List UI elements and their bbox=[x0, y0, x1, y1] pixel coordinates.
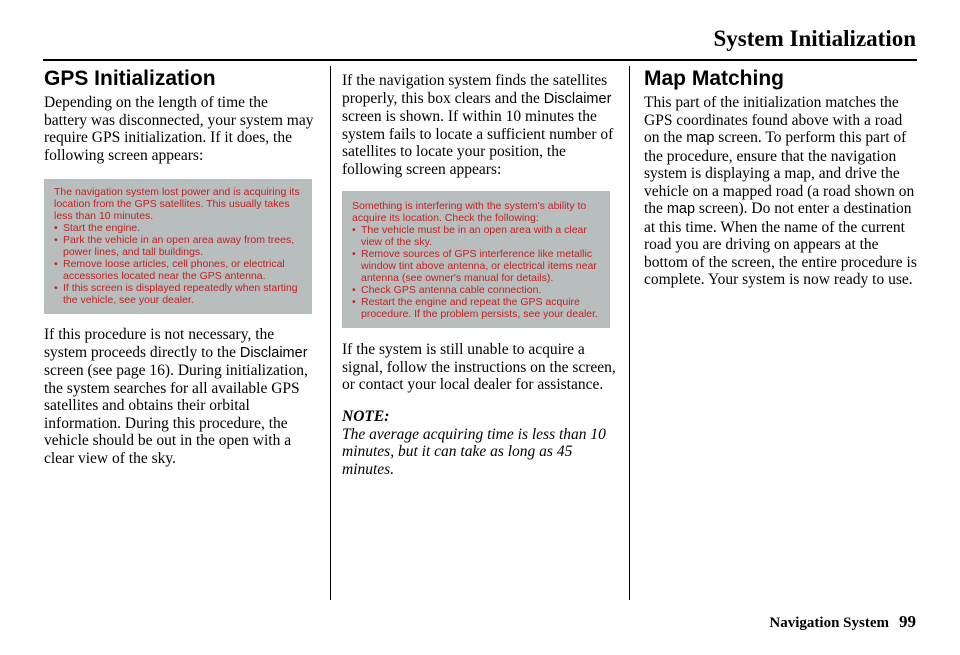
paragraph-text: This part of the initialization matches the GPS coordinates found above with a road on the bbox=[644, 94, 903, 146]
screen-bullet: • Remove loose articles, cell phones, or electrical accessories located near the GPS antenna. bbox=[54, 258, 303, 282]
page-number: 99 bbox=[899, 612, 916, 631]
map-term: map bbox=[686, 130, 715, 146]
note-text: The average acquiring time is less than 10 minutes, but it can take as long as 45 minutes. bbox=[342, 425, 606, 478]
page-title: System Initialization bbox=[713, 26, 916, 51]
disclaimer-term: Disclaimer bbox=[543, 90, 612, 107]
satellite-paragraph bbox=[342, 72, 618, 178]
paragraph-text: screen). Do not enter a destination at this time. When the name of the current road you are driving on appears at the bottom of the screen, the entire procedure is complete. Your system is now ready to use. bbox=[644, 200, 917, 288]
gps-interference-screen bbox=[342, 191, 610, 328]
column-gps-initialization bbox=[44, 66, 314, 467]
column-satellite-search bbox=[342, 72, 618, 478]
screen-bullet: • The vehicle must be in an open area with a clear view of the sky. bbox=[352, 224, 601, 248]
map-matching-paragraph bbox=[644, 94, 920, 289]
screen-bullet: • Start the engine. bbox=[54, 222, 303, 234]
screen-intro-text: Something is interfering with the system's ability to acquire its location. Check the following: bbox=[352, 200, 587, 224]
paragraph-text: If this procedure is not necessary, the system proceeds directly to the bbox=[44, 326, 275, 361]
gps-lost-power-screen bbox=[44, 179, 312, 314]
screen-bullet: • Restart the engine and repeat the GPS acquire procedure. If the problem persists, see your dealer. bbox=[352, 296, 601, 320]
section-heading-map-matching: Map Matching bbox=[644, 67, 784, 90]
title-rule bbox=[43, 59, 917, 61]
screen-bullet: • Park the vehicle in an open area away from trees, power lines, and tall buildings. bbox=[54, 234, 303, 258]
paragraph-text: screen (see page 16). During initialization, the system searches for all available GPS satellites and obtains their orbital information. During this procedure, the vehicle should be out in the open with a clear view of the sky. bbox=[44, 362, 308, 467]
paragraph-text: If the navigation system finds the satellites properly, this box clears and the bbox=[342, 72, 608, 107]
screen-bullet: • Remove sources of GPS interference like metallic window tint above antenna, or electrical items near antenna (see owner's manual for details). bbox=[352, 248, 601, 284]
column-divider bbox=[629, 66, 630, 600]
column-divider bbox=[330, 66, 331, 600]
paragraph-text: screen is shown. If within 10 minutes the system fails to locate a sufficient number of satellites to locate your position, the following screen appears: bbox=[342, 108, 614, 178]
disclaimer-term: Disclaimer bbox=[239, 344, 308, 361]
gps-procedure-paragraph bbox=[44, 326, 314, 467]
note-label: NOTE: bbox=[342, 407, 390, 425]
page-footer bbox=[769, 612, 916, 632]
section-heading-gps-initialization: GPS Initialization bbox=[44, 67, 216, 90]
gps-intro-paragraph: Depending on the length of time the battery was disconnected, your system may require GPS initialization. If it does, the following screen appears: bbox=[44, 94, 314, 164]
screen-intro-text: The navigation system lost power and is acquiring its location from the GPS satellites. This usually takes less than 10 minutes. bbox=[54, 186, 300, 222]
footer-label: Navigation System bbox=[769, 615, 889, 631]
map-term: map bbox=[666, 201, 696, 217]
screen-bullet: • If this screen is displayed repeatedly when starting the vehicle, see your dealer. bbox=[54, 282, 303, 306]
screen-bullet: • Check GPS antenna cable connection. bbox=[352, 284, 601, 296]
paragraph-text: screen. To perform this part of the procedure, ensure that the navigation system is displaying a map, and drive the vehicle on a mapped road (a road shown on the bbox=[644, 129, 915, 217]
column-map-matching bbox=[644, 66, 920, 289]
assistance-paragraph: If the system is still unable to acquire a signal, follow the instructions on the screen, or contact your local dealer for assistance. bbox=[342, 341, 616, 393]
